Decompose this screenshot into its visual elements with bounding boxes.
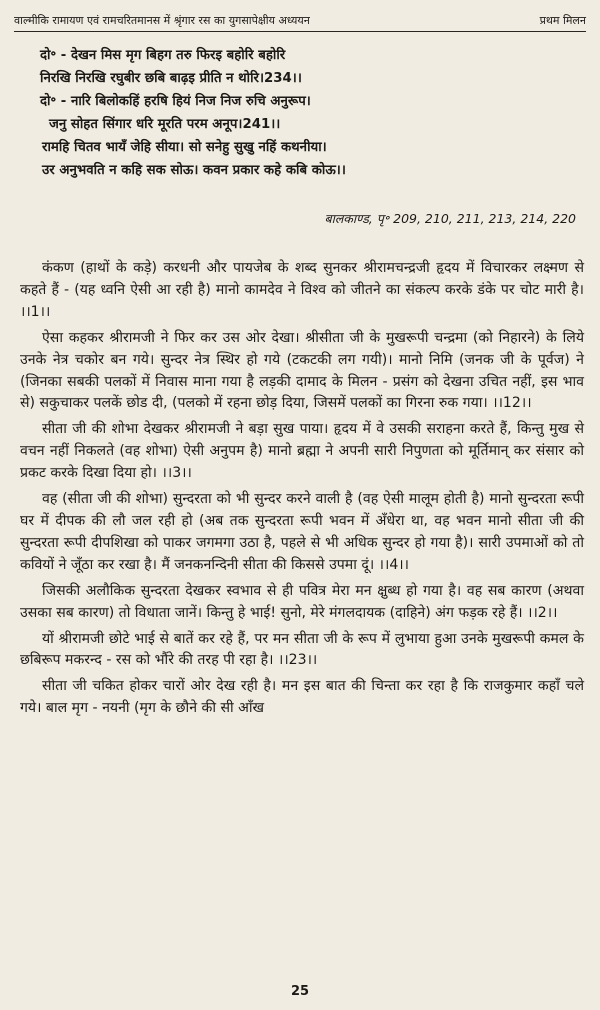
verse-line: दो॰ - नारि बिलोकहिं हरषि हियं निज निज रुचि अनुरूप।	[40, 94, 311, 109]
source-reference: बालकाण्ड, पृ॰ 209, 210, 211, 213, 214, 220	[324, 211, 576, 226]
running-header	[14, 6, 586, 32]
paragraph: जिसकी अलौकिक सुन्दरता देखकर स्वभाव से ही पवित्र मेरा मन क्षुब्ध हो गया है। वह सब कारण (अथवा उसका सब कारण) तो विधाता जानें। किन्तु हे भाई! सुनो, मेरे मंगलदायक (दाहिने) अंग फड़क रहे हैं। ।।2।।	[20, 582, 584, 621]
body-text	[20, 258, 584, 724]
paragraph: सीता जी चकित होकर चारों ओर देख रही है। मन इस बात की चिन्ता कर रहा है कि राजकुमार कहाँ चले गये। बाल मृग - नयनी (मृग के छौने की सी आँख	[20, 678, 584, 717]
verse-line: उर अनुभवति न कहि सक सोऊ। कवन प्रकार कहे कबि कोऊ।।	[42, 163, 346, 178]
verse-block	[40, 44, 594, 182]
paragraph: वह (सीता जी की शोभा) सुन्दरता को भी सुन्दर करने वाली है (वह ऐसी मालूम होती है) मानो सुन्दरता रूपी घर में दीपक की लौ जल रही हो (अब तक सुन्दरता रूपी भवन में अँधेरा था, वह भवन मानो सीता जी की सुन्दरता रूपी दीपशिखा को पाकर जगमगा उठा है, पहले से भी अधिक सुन्दर हो गया है)। सारी उपमाओं को तो कवियों ने जूँठा कर रखा है। मैं जनकनन्दिनी सीता की किससे उपमा दूं। ।।4।।	[20, 491, 584, 573]
paragraph: यों श्रीरामजी छोटे भाई से बातें कर रहे हैं, पर मन सीता जी के रूप में लुभाया हुआ उनके मुखरूपी कमल के छबिरूप मकरन्द - रस को भौंरे की तरह पी रहा है। ।।23।।	[20, 630, 584, 669]
paragraph: सीता जी की शोभा देखकर श्रीरामजी ने बड़ा सुख पाया। हृदय में वे उसकी सराहना करते हैं, किन्तु मुख से वचन नहीं निकलते (वह शोभा) ऐसी अनुपम है) मानो ब्रह्मा ने अपनी सारी निपुणता को मूर्तिमान् कर संसार को प्रकट करके दिखा दिया हो। ।।3।।	[20, 421, 584, 482]
verse-line: जनु सोहत सिंगार धरि मूरति परम अनूप।241।।	[49, 117, 281, 132]
book-title: वाल्मीकि रामायण एवं रामचरितमानस में श्रृंगार रस का युगसापेक्षीय अध्ययन	[14, 14, 310, 27]
verse-line: निरखि निरखि रघुबीर छबि बाढ़इ प्रीति न थोरि।234।।	[40, 71, 302, 86]
verse-line: रामहि चितव भायँ जेहि सीया। सो सनेहु सुखु नहिं कथनीया।	[42, 140, 327, 155]
paragraph: कंकण (हाथों के कड़े) करधनी और पायजेब के शब्द सुनकर श्रीरामचन्द्रजी हृदय में विचारकर लक्ष्मण से कहते हैं - (यह ध्वनि ऐसी आ रही है) मानो कामदेव ने विश्व को जीतने का संकल्प करके डंके पर चोट मारी है। ।।1।।	[20, 260, 584, 320]
paragraph: ऐसा कहकर श्रीरामजी ने फिर कर उस ओर देखा। श्रीसीता जी के मुखरूपी चन्द्रमा (को निहारने) के लिये उनके नेत्र चकोर बन गये। सुन्दर नेत्र स्थिर हो गये (टकटकी लग गयी)। मानो निमि (जनक जी के पूर्वज) ने (जिनका सबकी पलकों में निवास माना गया है लड़की दामाद के मिलन - प्रसंग को देखना उचित नहीं, इस भाव से) सकुचाकर पलकें छोड दी, (पलको में रहना छोड़ दिया, जिसमें पलकों का गिरना रुक गया। ।।12।।	[20, 329, 584, 412]
page-number: 25	[290, 984, 310, 999]
chapter-title: प्रथम मिलन	[539, 14, 586, 27]
verse-line: दो॰ - देखन मिस मृग बिहग तरु फिरइ बहोरि बहोरि	[40, 48, 286, 63]
